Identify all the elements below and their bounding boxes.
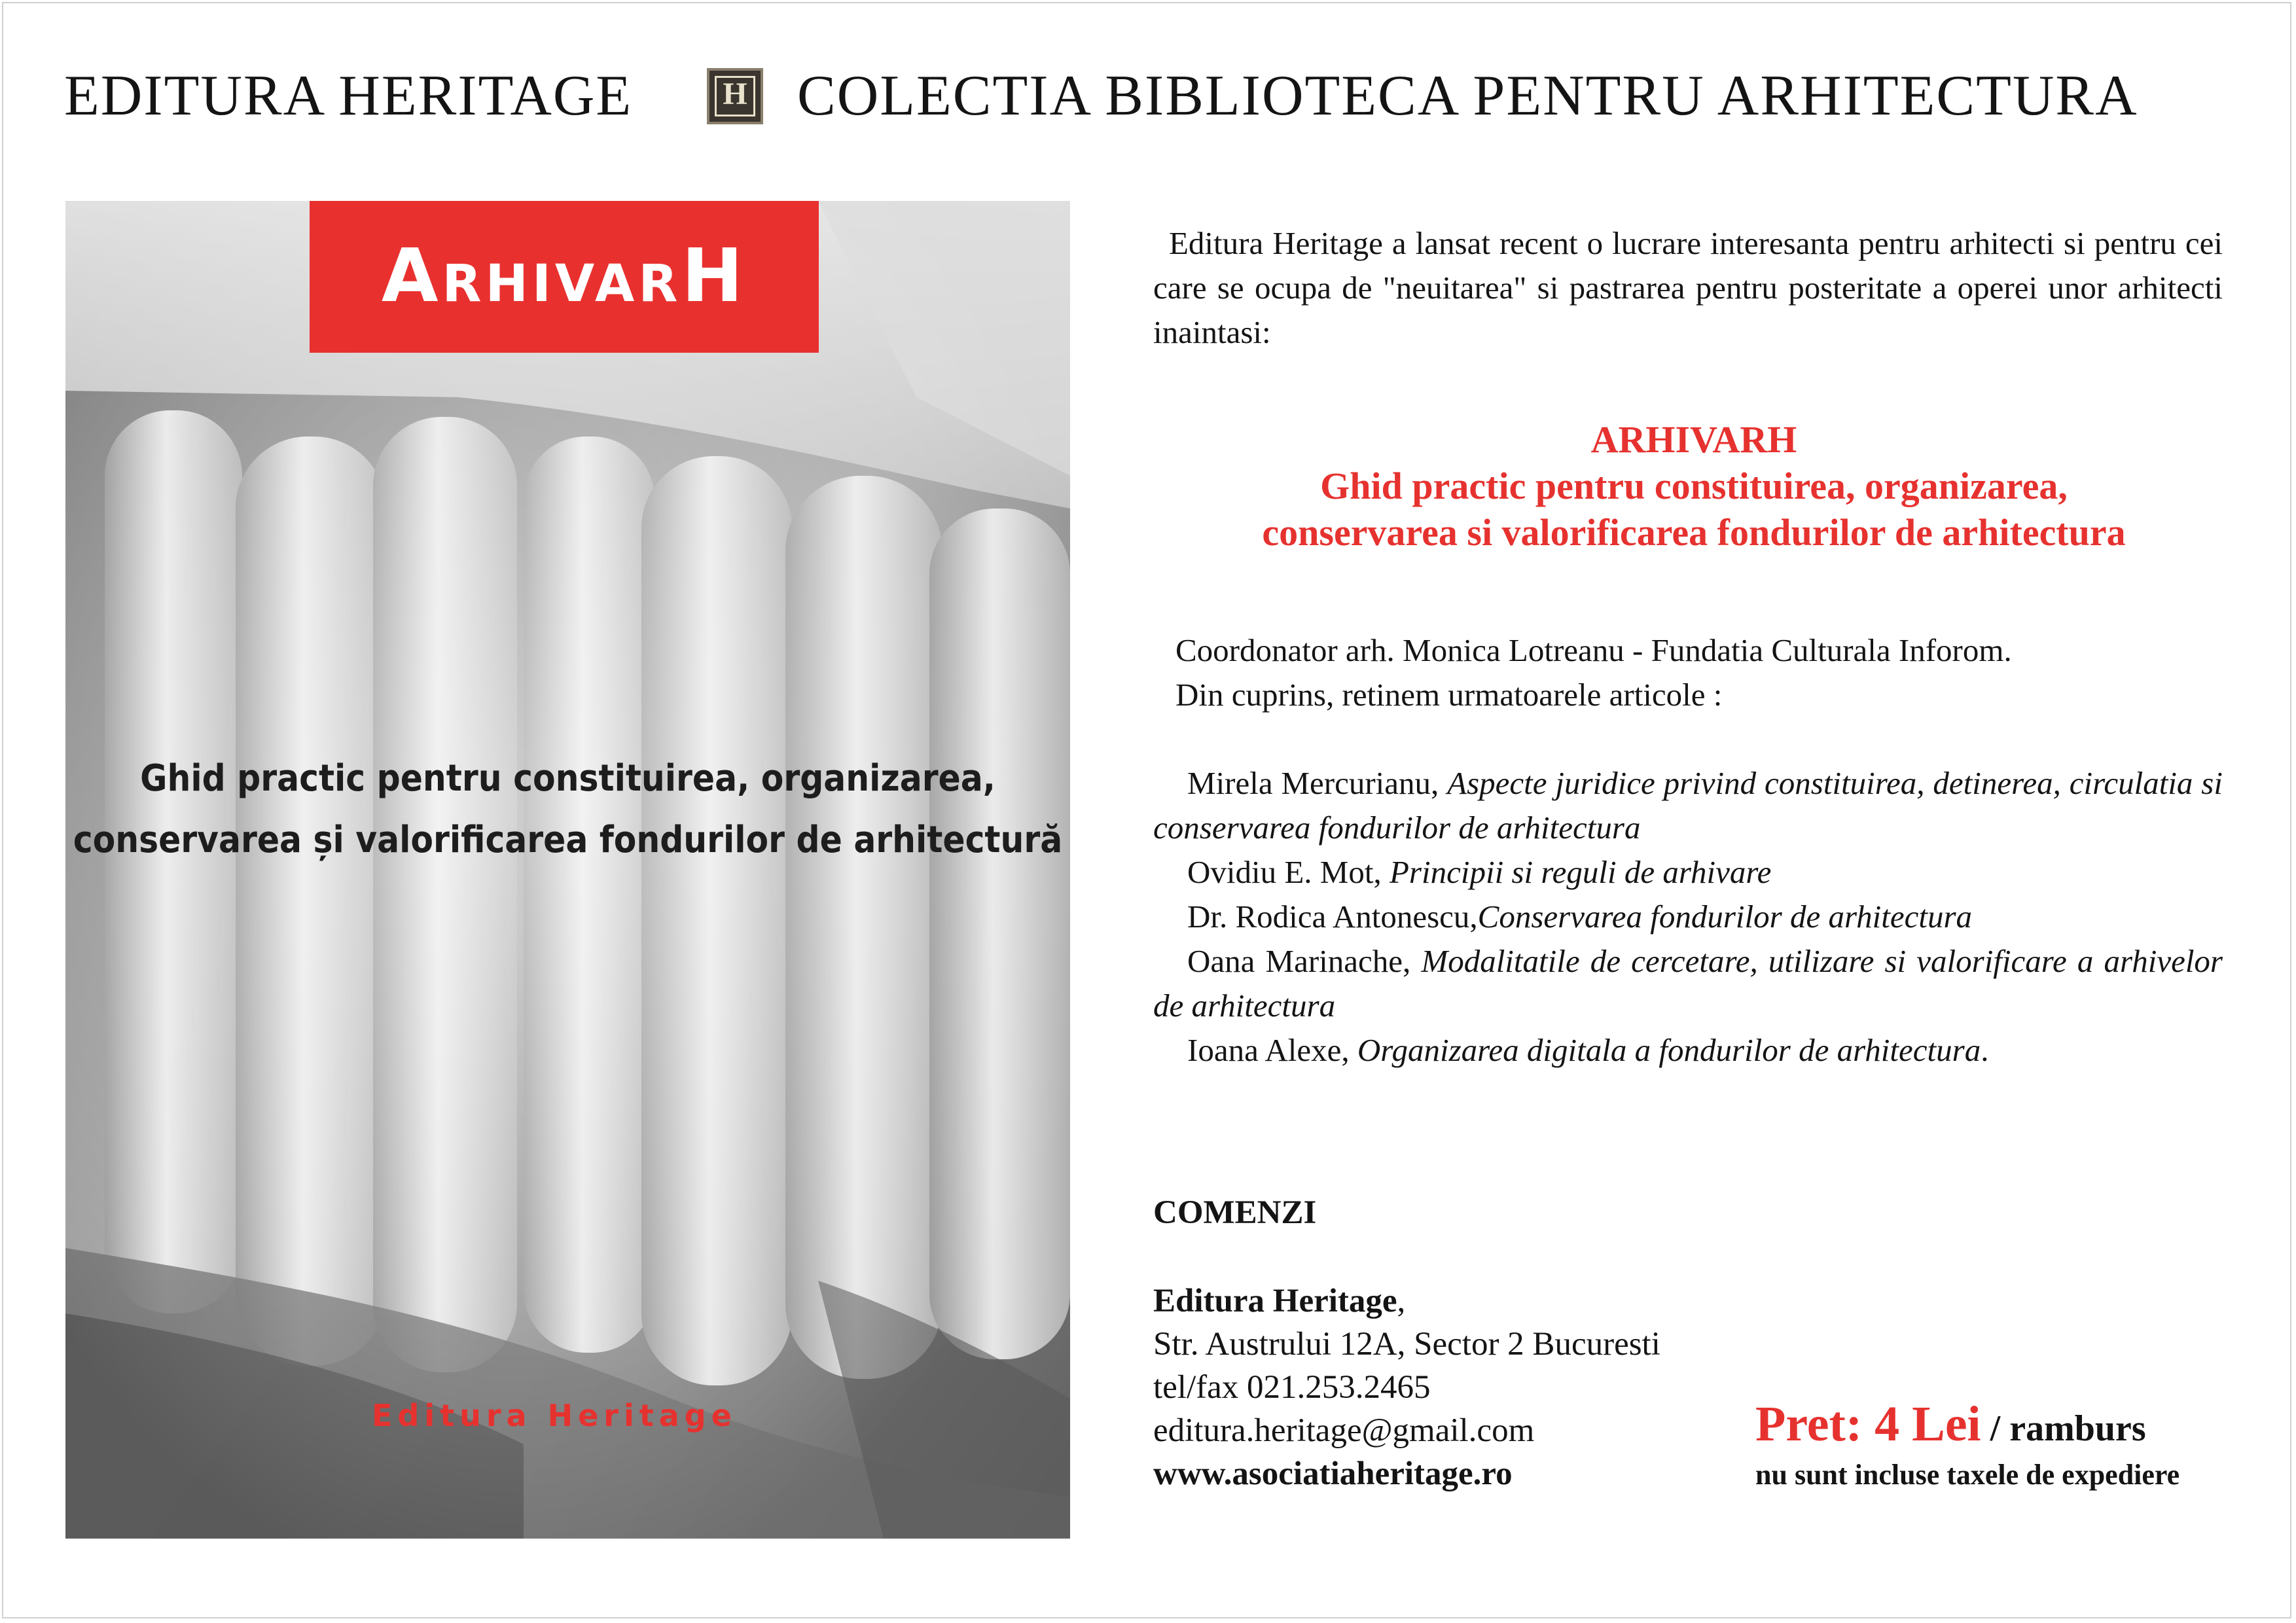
article-title: Principii si reguli de arhivare	[1389, 854, 1772, 890]
article-title: Modalitatile de cercetare, utilizare si valorificare a arhivelor de arhitectura	[1153, 943, 2223, 1024]
cover-subtitle-line1: Ghid practic pentru constituirea, organizarea,	[140, 757, 996, 800]
book-cover	[65, 201, 1070, 1539]
intro-paragraph: Editura Heritage a lansat recent o lucrare interesanta pentru arhitecti si pentru cei care se ocupa de "neuitarea" si pastrarea pentru posteritate a operei unor arhitecti inaintasi:	[1153, 225, 2223, 350]
orders-publisher-name: Editura Heritage	[1153, 1283, 1397, 1319]
orders-email[interactable]: editura.heritage@gmail.com	[1153, 1412, 1535, 1449]
price-note: nu sunt incluse taxele de expediere	[1755, 1459, 2180, 1491]
cover-subtitle-line2: conservarea și valorificarea fondurilor de arhitectură	[73, 819, 1063, 861]
article-suffix: .	[1981, 1032, 1989, 1068]
article-author: Oana Marinache,	[1187, 943, 1411, 979]
article-title: Conservarea fondurilor de arhitectura	[1477, 899, 1973, 935]
article-item	[1153, 939, 2223, 1028]
article-author: Ovidiu E. Mot,	[1187, 854, 1382, 890]
article-title: Aspecte juridice privind constituirea, detinerea, circulatia si conservarea fondurilor de arhitectura	[1153, 765, 2223, 846]
book-subtitle-line2: conservarea si valorificarea fondurilor de arhitectura	[1262, 511, 2126, 554]
article-item	[1153, 850, 2223, 895]
cover-brand: ArhivarH	[381, 234, 747, 319]
cover-title-banner	[310, 201, 819, 353]
publisher-name: EDITURA HERITAGE	[64, 64, 633, 128]
contents-intro: Din cuprins, retinem urmatoarele articole :	[1175, 677, 1723, 713]
orders-publisher-suffix: ,	[1397, 1283, 1406, 1319]
article-author: Mirela Mercurianu,	[1187, 765, 1439, 801]
article-item	[1153, 761, 2223, 850]
book-title: ARHIVARH	[1590, 418, 1797, 461]
orders-phone: tel/fax 021.253.2465	[1153, 1369, 1431, 1406]
price-label: Pret: 4 Lei	[1755, 1397, 1981, 1452]
logo-letter: H	[723, 77, 747, 111]
article-item	[1153, 895, 2223, 939]
book-subtitle-line1: Ghid practic pentru constituirea, organizarea,	[1320, 465, 2068, 507]
orders-heading: COMENZI	[1153, 1194, 1317, 1231]
article-author: Ioana Alexe,	[1187, 1032, 1350, 1068]
article-title: Organizarea digitala a fondurilor de arhitectura	[1357, 1032, 1981, 1068]
article-item	[1153, 1028, 2223, 1073]
coordinator: Coordonator arh. Monica Lotreanu - Fundatia Culturala Inforom.	[1175, 632, 2012, 668]
orders-publisher	[1153, 1279, 1405, 1323]
orders-website-link[interactable]: www.asociatiaheritage.ro	[1153, 1455, 1513, 1492]
publisher-logo-icon	[707, 68, 763, 124]
cover-publisher: Editura Heritage	[372, 1398, 737, 1433]
price-mode: / ramburs	[1990, 1408, 2146, 1449]
orders-address: Str. Austrului 12A, Sector 2 Bucuresti	[1153, 1326, 1660, 1363]
header	[0, 54, 2296, 139]
collection-name: COLECTIA BIBLIOTECA PENTRU ARHITECTURA	[797, 64, 2138, 128]
article-author: Dr. Rodica Antonescu,	[1187, 899, 1478, 935]
